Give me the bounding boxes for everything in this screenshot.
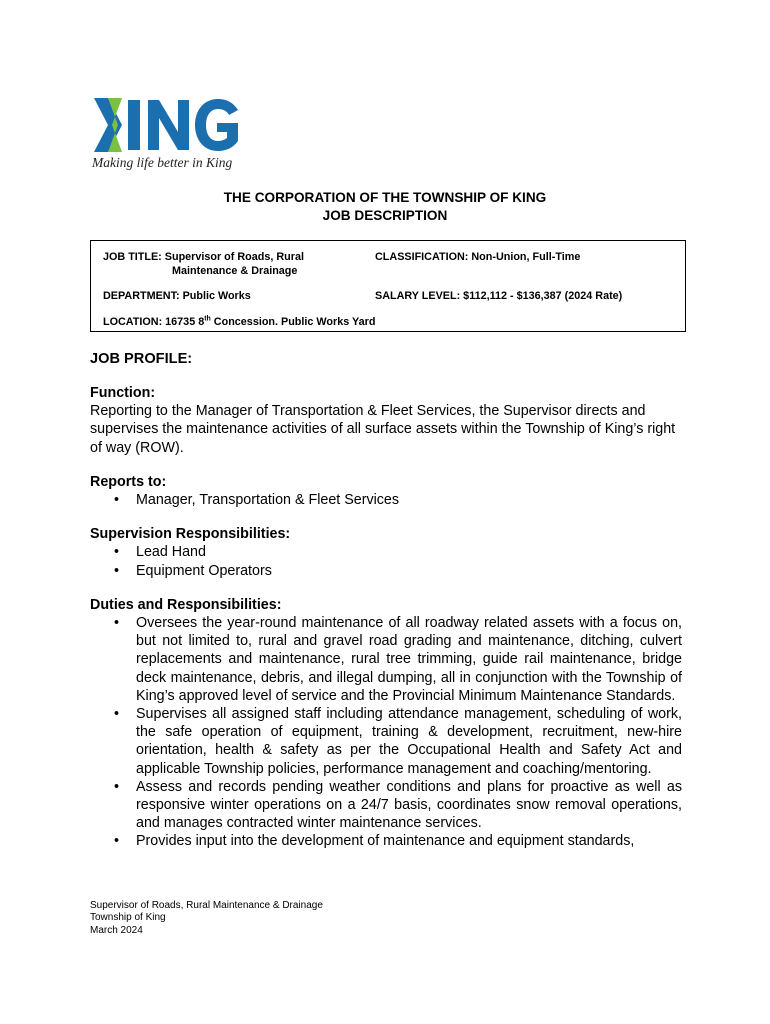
supervision-heading: Supervision Responsibilities: [90,526,291,543]
duty-item: Oversees the year-round maintenance of all roadway related assets with a focus on, but not limited to, rural and gravel road grading and maintenance, ditching, culvert replacements and maintenance, rural tree trimming, guide rail maintenance, bridge deck maintenance, debris, and illegal dumping, all in conjunction with the Township of King’s approved level of service and the Provincial Minimum Maintenance Standards. [136,615,682,704]
reports-list [90,491,682,509]
job-profile [90,350,682,867]
duties-heading: Duties and Responsibilities: [90,596,282,613]
page-footer [90,900,323,937]
department: DEPARTMENT: Public Works [103,290,251,302]
job-profile-heading: JOB PROFILE: [90,351,193,367]
reports-heading: Reports to: [90,473,167,490]
duty-item: Assess and records pending weather conditions and plans for proactive as well as responsive winter operations on a 24/7 basis, coordinates snow removal operations, and manages contracted winter maintenance services. [136,778,682,832]
list-item: • Supervises all assigned staff including attendance management, scheduling of work, the safe operation of equipment, training & development, recruitment, new-hire orientation, health & safety as per the Occupational Health and Safety Act and applicable Township policies, performance management and coaching/mentoring. [114,706,682,777]
classification: CLASSIFICATION: Non-Union, Full-Time [375,251,581,263]
list-item: • Manager, Transportation & Fleet Services [114,492,400,509]
function-heading: Function: [90,385,156,401]
location-sup: th [204,315,211,323]
list-item: • Assess and records pending weather conditions and plans for proactive as well as responsive winter operations on a 24/7 basis, coordinates snow removal operations, and manages contracted winter maintenance services. [114,778,682,832]
salary-level: SALARY LEVEL: $112,112 - $136,387 (2024 Rate) [375,290,623,302]
reports-item: Manager, Transportation & Fleet Services [136,492,400,509]
function-text: Reporting to the Manager of Transportation & Fleet Services, the Supervisor directs and supervises the maintenance activities of all surface assets within the Township of King’s right of way (ROW). [90,403,676,456]
list-item: • Lead Hand [114,544,206,561]
king-logo [92,96,242,154]
job-title-line1: JOB TITLE: Supervisor of Roads, Rural [103,251,304,263]
supervision-list [90,543,682,579]
supervision-item: Lead Hand [136,544,206,561]
document-subtitle: JOB DESCRIPTION [322,208,448,223]
duty-item: Supervises all assigned staff including attendance management, scheduling of work, the safe operation of equipment, training & development, recruitment, new-hire orientation, health & safety as per the Occupational Health and Safety Act and applicable Township policies, performance management and coaching/mentoring. [136,706,682,777]
supervision-item: Equipment Operators [136,562,272,579]
location-post: Concession. Public Works Yard [210,316,376,328]
job-title-line2: Maintenance & Drainage [172,265,298,277]
logo-tagline: Making life better in King [92,155,233,170]
duty-item: Provides input into the development of maintenance and equipment standards, [136,833,635,850]
job-info-box [90,240,686,332]
footer-line1: Supervisor of Roads, Rural Maintenance & Drainage [90,900,323,911]
list-item: • Provides input into the development of maintenance and equipment standards, [114,833,635,850]
list-item: • Oversees the year-round maintenance of all roadway related assets with a focus on, but not limited to, rural and gravel road grading and maintenance, ditching, culvert replacements and maintenance, rural tree trimming, guide rail maintenance, bridge deck maintenance, debris, and illegal dumping, all in conjunction with the Township of King’s approved level of service and the Provincial Minimum Maintenance Standards. [114,615,682,704]
footer-line3: March 2024 [90,924,143,936]
location [103,316,375,328]
location-pre: LOCATION: 16735 8 [103,316,205,328]
list-item: • Equipment Operators [114,562,272,579]
footer-line2: Township of King [90,912,166,924]
duties-list [90,614,682,851]
document-title: THE CORPORATION OF THE TOWNSHIP OF KING [223,190,547,205]
